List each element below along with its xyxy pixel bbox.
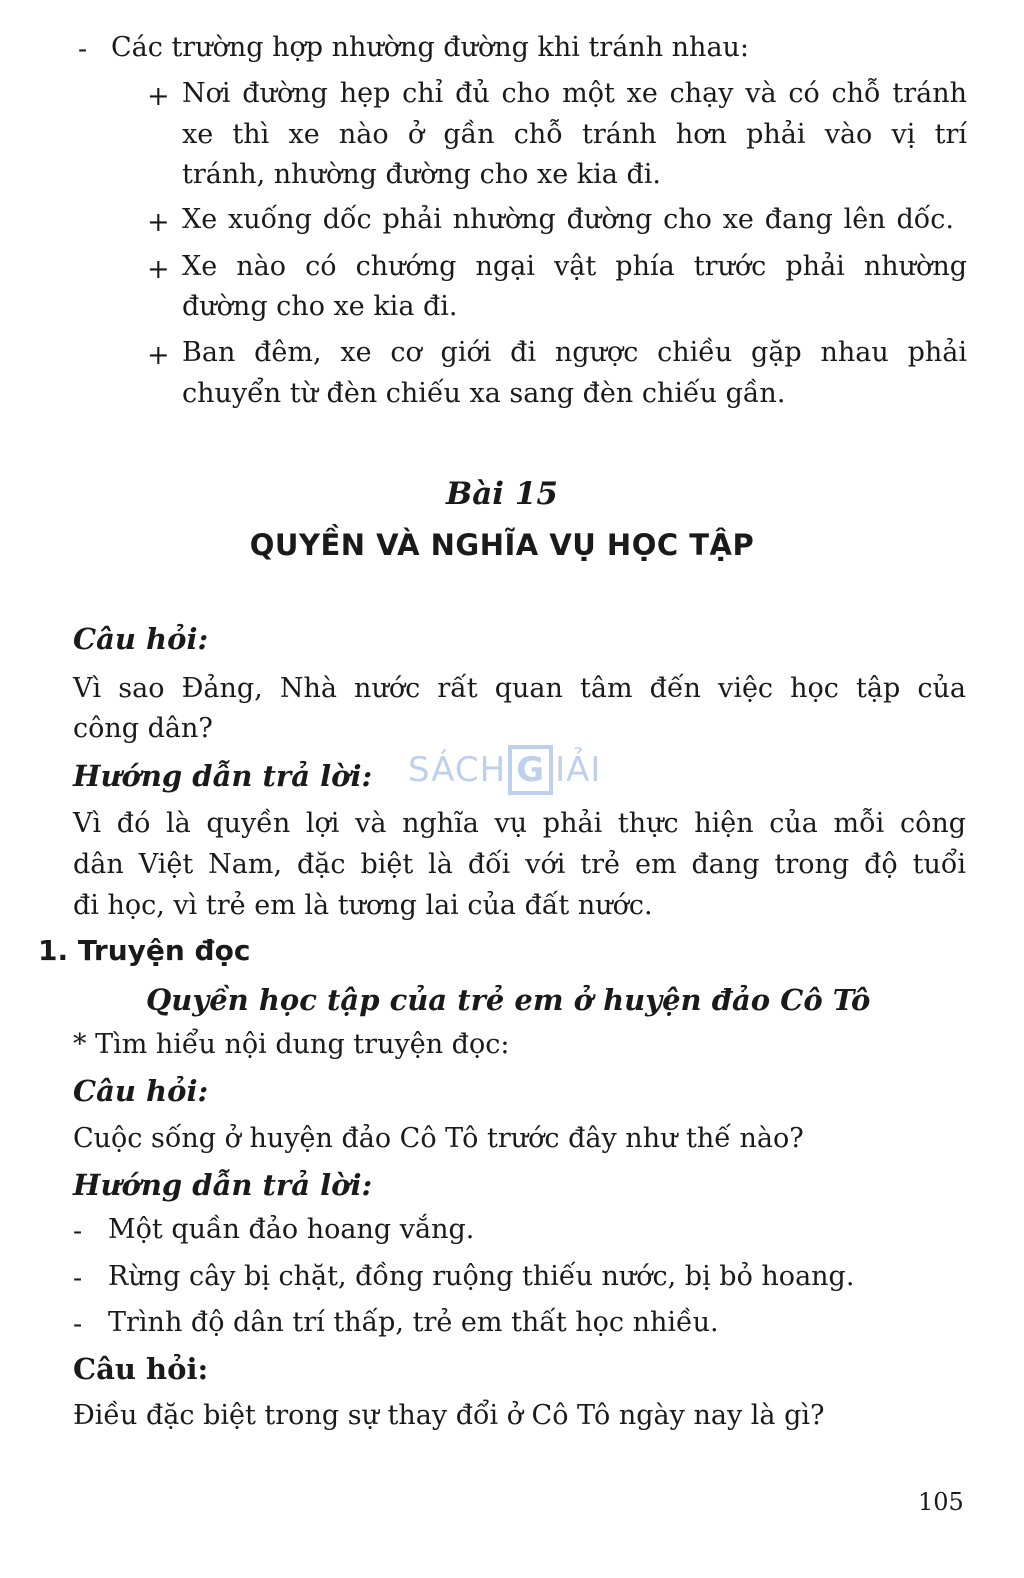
answer-item-2: Rừng cây bị chặt, đồng ruộng thiếu nước, bị bỏ hoang.: [108, 1261, 855, 1292]
intro-item-4-line-1: Ban đêm, xe cơ giới đi ngược chiều gặp nhau phải: [182, 337, 967, 368]
intro-item-1-line-1: Nơi đường hẹp chỉ đủ cho một xe chạy và có chỗ tránh: [182, 78, 967, 109]
plus-marker: +: [147, 207, 170, 238]
intro-heading: Các trường hợp nhường đường khi tránh nhau:: [111, 32, 750, 63]
question-line-2: công dân?: [73, 713, 213, 744]
question-label: Câu hỏi:: [73, 622, 209, 656]
dash-marker: -: [73, 1309, 83, 1340]
page-number: 105: [918, 1488, 964, 1516]
dash-marker: -: [73, 1216, 83, 1247]
dash-marker: -: [73, 1263, 83, 1294]
answer-line-1: Vì đó là quyền lợi và nghĩa vụ phải thực hiện của mỗi công: [73, 808, 966, 839]
intro-item-3-line-1: Xe nào có chướng ngại vật phía trước phải nhường: [182, 251, 967, 282]
plus-marker: +: [147, 340, 170, 371]
dash-marker: -: [78, 34, 88, 65]
question-label: Câu hỏi:: [73, 1074, 209, 1108]
watermark-text-right: IẢI: [555, 750, 602, 790]
intro-item-4-line-2: chuyển từ đèn chiếu xa sang đèn chiếu gần.: [182, 378, 786, 409]
lesson-number: Bài 15: [446, 476, 558, 512]
answer-label: Hướng dẫn trả lời:: [73, 1168, 373, 1202]
intro-item-1-line-3: tránh, nhường đường cho xe kia đi.: [182, 159, 661, 190]
answer-item-1: Một quần đảo hoang vắng.: [108, 1214, 475, 1245]
story-title: Quyền học tập của trẻ em ở huyện đảo Cô Tô: [146, 983, 871, 1017]
question-text: Cuộc sống ở huyện đảo Cô Tô trước đây như thế nào?: [73, 1123, 804, 1154]
section-heading: 1. Truyện đọc: [38, 934, 251, 967]
answer-label: Hướng dẫn trả lời:: [73, 759, 373, 793]
answer-item-3: Trình độ dân trí thấp, trẻ em thất học nhiều.: [108, 1307, 719, 1338]
instruction-text: * Tìm hiểu nội dung truyện đọc:: [73, 1029, 510, 1060]
question-text: Điều đặc biệt trong sự thay đổi ở Cô Tô ngày nay là gì?: [73, 1400, 825, 1431]
watermark-logo: [408, 738, 601, 802]
plus-marker: +: [147, 81, 170, 112]
question-label: Câu hỏi:: [73, 1352, 209, 1386]
question-line-1: Vì sao Đảng, Nhà nước rất quan tâm đến việc học tập của: [73, 673, 966, 704]
intro-item-3-line-2: đường cho xe kia đi.: [182, 291, 458, 322]
answer-line-2: dân Việt Nam, đặc biệt là đối với trẻ em đang trong độ tuổi: [73, 849, 966, 880]
watermark-text-left: SÁCH: [408, 750, 507, 790]
lesson-title: QUYỀN VÀ NGHĨA VỤ HỌC TẬP: [249, 528, 755, 562]
answer-line-3: đi học, vì trẻ em là tương lai của đất nước.: [73, 890, 653, 921]
intro-item-2-line-1: Xe xuống dốc phải nhường đường cho xe đang lên dốc.: [182, 204, 954, 235]
watermark-letter-box: G: [508, 745, 553, 795]
plus-marker: +: [147, 254, 170, 285]
intro-item-1-line-2: xe thì xe nào ở gần chỗ tránh hơn phải vào vị trí: [182, 119, 967, 150]
